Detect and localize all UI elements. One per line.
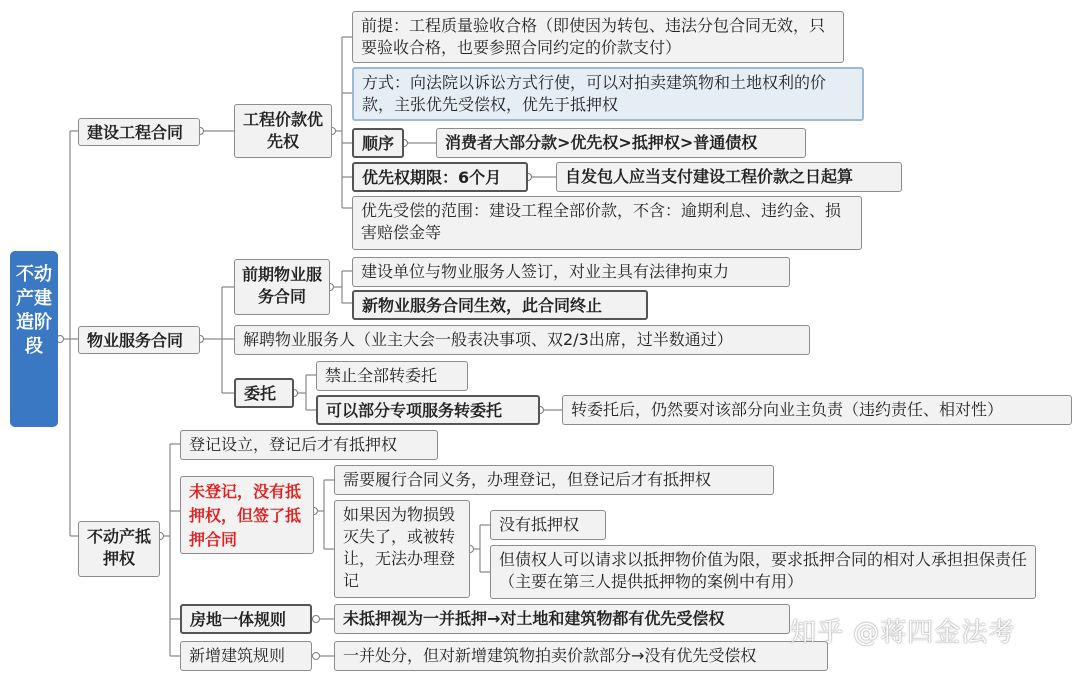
order-label-node: 顺序 bbox=[352, 128, 404, 158]
mortgage-node: 不动产抵押权 bbox=[78, 521, 160, 577]
new-building-detail-node: 一并处分，但对新增建筑物拍卖价款部分→没有优先受偿权 bbox=[334, 641, 828, 671]
delegate-item2-node: 可以部分专项服务转委托 bbox=[316, 395, 540, 425]
integration-rule-node: 房地一体规则 bbox=[180, 604, 312, 634]
registration-node: 登记设立，登记后才有抵押权 bbox=[180, 430, 438, 460]
premise-node: 前提：工程质量验收合格（即使因为转包、违法分包合同无效，只要验收合格，也要参照合同约定的价款支付） bbox=[352, 11, 844, 63]
preliminary-contract-node: 前期物业服务合同 bbox=[234, 259, 330, 315]
method-node: 方式：向法院以诉讼方式行使，可以对拍卖建筑物和土地权利的价款，主张优先受偿权，优先于抵押权 bbox=[352, 67, 864, 121]
new-building-rule-node: 新增建筑规则 bbox=[180, 641, 312, 671]
property-service-contract-node: 物业服务合同 bbox=[78, 326, 200, 354]
integration-detail-node: 未抵押视为一并抵押→对土地和建筑物都有优先受偿权 bbox=[334, 604, 790, 634]
dismiss-node: 解聘物业服务人（业主大会一般表决事项、双2/3出席，过半数通过） bbox=[234, 325, 810, 355]
no-right-node: 没有抵押权 bbox=[490, 510, 606, 540]
connector-dot bbox=[312, 652, 320, 660]
watermark-text: 知乎 @蒋四金法考 bbox=[790, 618, 1016, 648]
delegate-item2-detail-node: 转委托后，仍然要对该部分向业主负责（违约责任、相对性） bbox=[562, 395, 1072, 425]
connector-dot bbox=[312, 615, 320, 623]
preliminary-item1-node: 建设单位与物业服务人签订，对业主具有法律拘束力 bbox=[352, 257, 790, 287]
priority-right-node: 工程价款优先权 bbox=[234, 104, 332, 158]
order-value-node: 消费者大部分款>优先权>抵押权>普通债权 bbox=[436, 128, 806, 158]
construction-contract-node: 建设工程合同 bbox=[78, 118, 200, 146]
scope-node: 优先受偿的范围：建设工程全部价款，不含：逾期利息、违约金、损害赔偿金等 bbox=[352, 196, 862, 250]
unregistered-duty-node: 需要履行合同义务，办理登记，但登记后才有抵押权 bbox=[334, 465, 774, 495]
cannot-register-node: 如果因为物损毁灭失了，或被转让，无法办理登记 bbox=[334, 500, 470, 598]
delegate-item1-node: 禁止全部转委托 bbox=[316, 361, 468, 391]
period-value-node: 自发包人应当支付建设工程价款之日起算 bbox=[556, 162, 902, 192]
delegate-node: 委托 bbox=[234, 378, 294, 408]
period-label-node: 优先权期限：6个月 bbox=[352, 162, 528, 192]
unregistered-node: 未登记，没有抵押权，但签了抵押合同 bbox=[180, 476, 314, 554]
root-node: 不动产建造阶段 bbox=[10, 251, 58, 427]
preliminary-item2-node: 新物业服务合同生效，此合同终止 bbox=[352, 290, 648, 320]
creditor-node: 但债权人可以请求以抵押物价值为限，要求抵押合同的相对人承担担保责任（主要在第三人提供抵押物的案例中有用） bbox=[490, 545, 1036, 599]
